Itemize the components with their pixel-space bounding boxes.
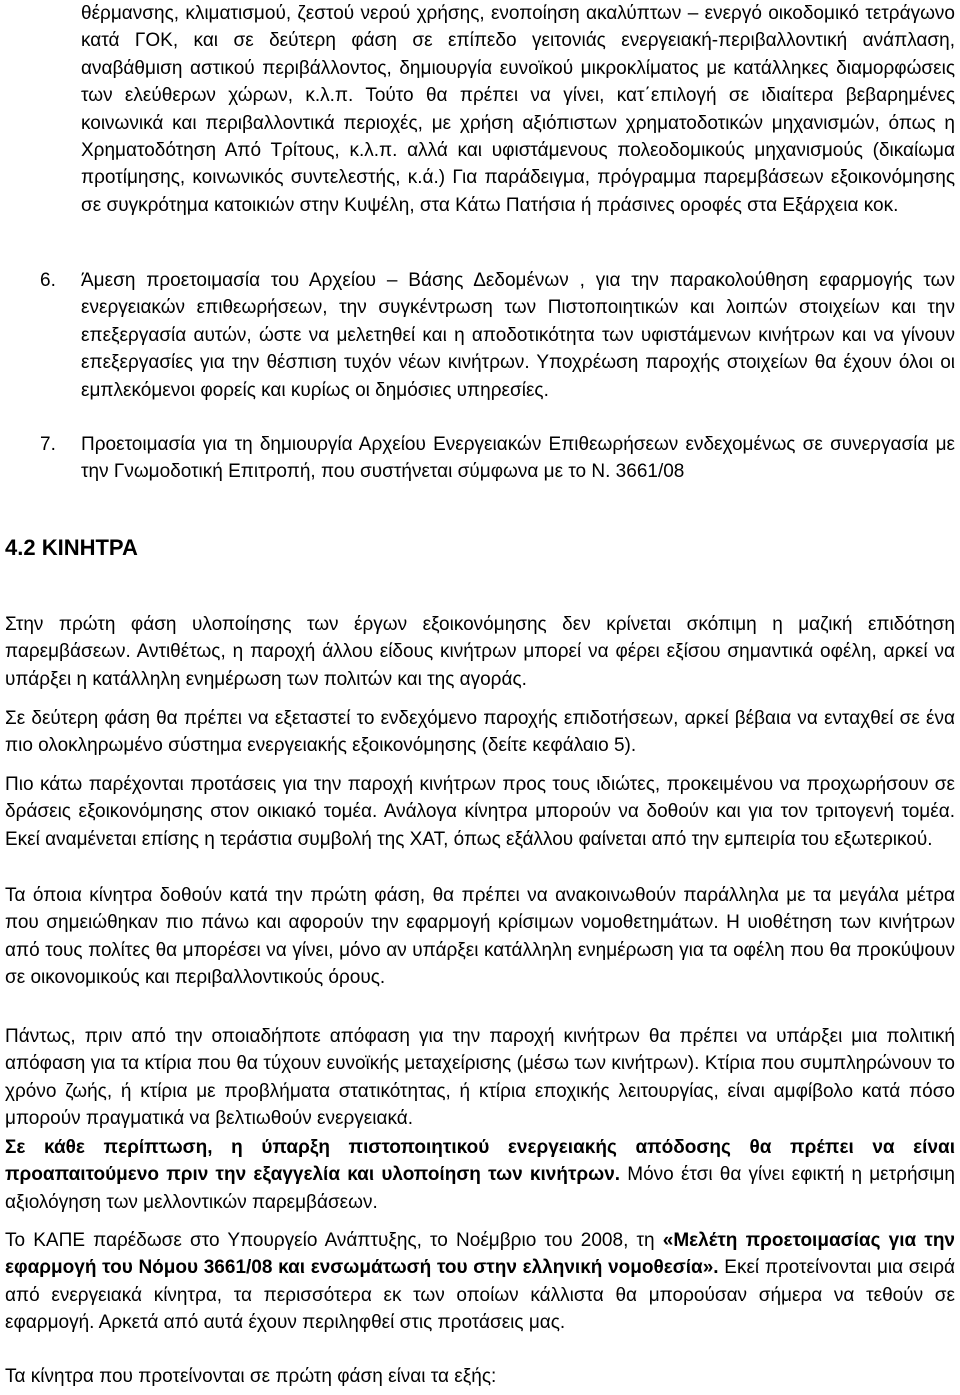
paragraph-text: Το ΚΑΠΕ παρέδωσε στο Υπουργείο Ανάπτυξης, το Νοέμβριο του 2008, τη — [5, 1230, 663, 1251]
list-number: 6. — [40, 270, 56, 291]
paragraph-kape — [5, 1227, 955, 1337]
list-item-text: Προετοιμασία για τη δημιουργία Αρχείου Ενεργειακών Επιθεωρήσεων ενδεχομένως σε συνεργασία με την Γνωμοδοτική Επιτροπή, που συστήνεται σύμφωνα με το Ν. 3661/08 — [81, 434, 955, 483]
paragraph: Τα όποια κίνητρα δοθούν κατά την πρώτη φάση, θα πρέπει να ανακοινωθούν παράλληλα με τα μεγάλα μέτρα που σημειώθηκαν πιο πάνω και αφορούν την εφαρμογή κρίσιμων νομοθετημάτων. Η υιοθέτηση των κινήτρων από τους πολίτες θα μπορέσει να γίνει, μόνο αν υπάρξει κατάλληλη ενημέρωση για τα οφέλη που θα προκύψουν σε οικονομικούς και περιβαλλοντικούς όρους. — [5, 885, 955, 989]
continuation-paragraph: θέρμανσης, κλιματισμού, ζεστού νερού χρήσης, ενοποίηση ακαλύπτων – ενεργό οικοδομικό τετράγωνο κατά ΓΟΚ, και σε δεύτερη φάση σε επίπεδο γειτονιάς ενεργειακή-περιβαλλοντική ανάπλαση, αναβάθμιση αστικού περιβάλλοντος, δημιουργία ευνοϊκού μικροκλίματος με κατάλληκες διαμορφώσεις των ελεύθερων χώρων, κ.λ.π. Τούτο θα πρέπει να γίνει, κατ΄επιλογή σε ιδιαίτερα βεβαρημένες κοινωνικά και περιβαλλοντικά περιοχές, με χρήση αξιόπιστων χρηματοδοτικών μηχανισμών, όπως η Χρηματοδότηση Από Τρίτους, κ.λ.π. αλλά και υφιστάμενους πολεοδομικούς μηχανισμούς (δικαίωμα προτίμησης, κοινωνικός συντελεστής, κ.ά.) Για παράδειγμα, πρόγραμμα παρεμβάσεων εξοικονόμησης σε συγκρότημα κατοικιών στην Κυψέλη, στα Κάτω Πατήσια ή πράσινες οροφές στα Εξάρχεια κοκ. — [81, 3, 955, 216]
paragraph-emphasis — [5, 1134, 955, 1216]
paragraph: Τα κίνητρα που προτείνονται σε πρώτη φάση είναι τα εξής: — [5, 1366, 497, 1387]
bold-text: «Μελέτη προετοιμασίας για την εφαρμογή του Νόμου 3661/08 και ενσωμάτωσή του στην ελληνική νομοθεσία». — [5, 1230, 955, 1279]
list-number: 7. — [40, 434, 56, 455]
paragraph: Πάντως, πριν από την οποιαδήποτε απόφαση για την παροχή κινήτρων θα πρέπει να υπάρξει μια πολιτική απόφαση για τα κτίρια που θα τύχουν ευνοϊκής μεταχείρισης (μέσω των κινήτρων). Κτίρια που συμπληρώνουν το χρόνο ζωής, ή κτίρια με προβλήματα στατικότητας, ή κτίρια εποχικής λειτουργίας, είναι αμφίβολο κατά πόσο μπορούν πραγματικά να βελτιωθούν ενεργειακά. — [5, 1026, 955, 1130]
bold-text: Σε κάθε περίπτωση, η ύπαρξη πιστοποιητικού ενεργειακής απόδοσης θα πρέπει να είναι προαπαιτούμενο πριν την εξαγγελία και υλοποίηση των κινήτρων. — [5, 1137, 955, 1186]
section-heading: 4.2 ΚΙΝΗΤΡΑ — [5, 535, 138, 560]
paragraph-text: Εκεί προτείνονται μια σειρά από ενεργειακά κίνητρα, τα περισσότερα εκ των οποίων κάλλιστα θα μπορούσαν σήμερα να τεθούν σε εφαρμογή. Αρκετά από αυτά έχουν περιληφθεί στις προτάσεις μας. — [5, 1257, 955, 1334]
list-item-text: Άμεση προετοιμασία του Αρχείου – Βάσης Δεδομένων , για την παρακολούθηση εφαρμογής των ενεργειακών επιθεωρήσεων, την συγκέντρωση των Πιστοποιητικών και λοιπών στοιχείων και την επεξεργασία αυτών, ώστε να μελετηθεί και η αποδοτικότητα των υφιστάμενων κινήτρων και να γίνουν επεξεργασίες για την θέσπιση τυχόν νέων κινήτρων. Υποχρέωση παροχής στοιχείων θα έχουν όλοι οι εμπλεκόμενοι φορείς και κυρίως οι δημόσιες υπηρεσίες. — [81, 270, 955, 401]
paragraph: Στην πρώτη φάση υλοποίησης των έργων εξοικονόμησης δεν κρίνεται σκόπιμη η μαζική επιδότηση παρεμβάσεων. Αντιθέτως, η παροχή άλλου είδους κινήτρων μπορεί να φέρει εξίσου σημαντικά οφέλη, αρκεί να υπάρξει η κατάλληλη ενημέρωση των πολιτών και της αγοράς. — [5, 614, 955, 690]
paragraph-text: Μόνο έτσι θα γίνει εφικτή η μετρήσιμη αξιολόγηση των μελλοντικών παρεμβάσεων. — [5, 1164, 955, 1213]
paragraph: Πιο κάτω παρέχονται προτάσεις για την παροχή κινήτρων προς τους ιδιώτες, προκειμένου να προχωρήσουν σε δράσεις εξοικονόμησης στον οικιακό τομέα. Ανάλογα κίνητρα μπορούν να δοθούν και για τον τριτογενή τομέα. Εκεί αναμένεται επίσης η τεράστια συμβολή της ΧΑΤ, όπως εξάλλου φαίνεται από την εμπειρία του εξωτερικού. — [5, 774, 955, 850]
paragraph: Σε δεύτερη φάση θα πρέπει να εξεταστεί το ενδεχόμενο παροχής επιδοτήσεων, αρκεί βέβαια να ενταχθεί σε ένα πιο ολοκληρωμένο σύστημα ενεργειακής εξοικονόμησης (δείτε κεφάλαιο 5). — [5, 708, 955, 757]
